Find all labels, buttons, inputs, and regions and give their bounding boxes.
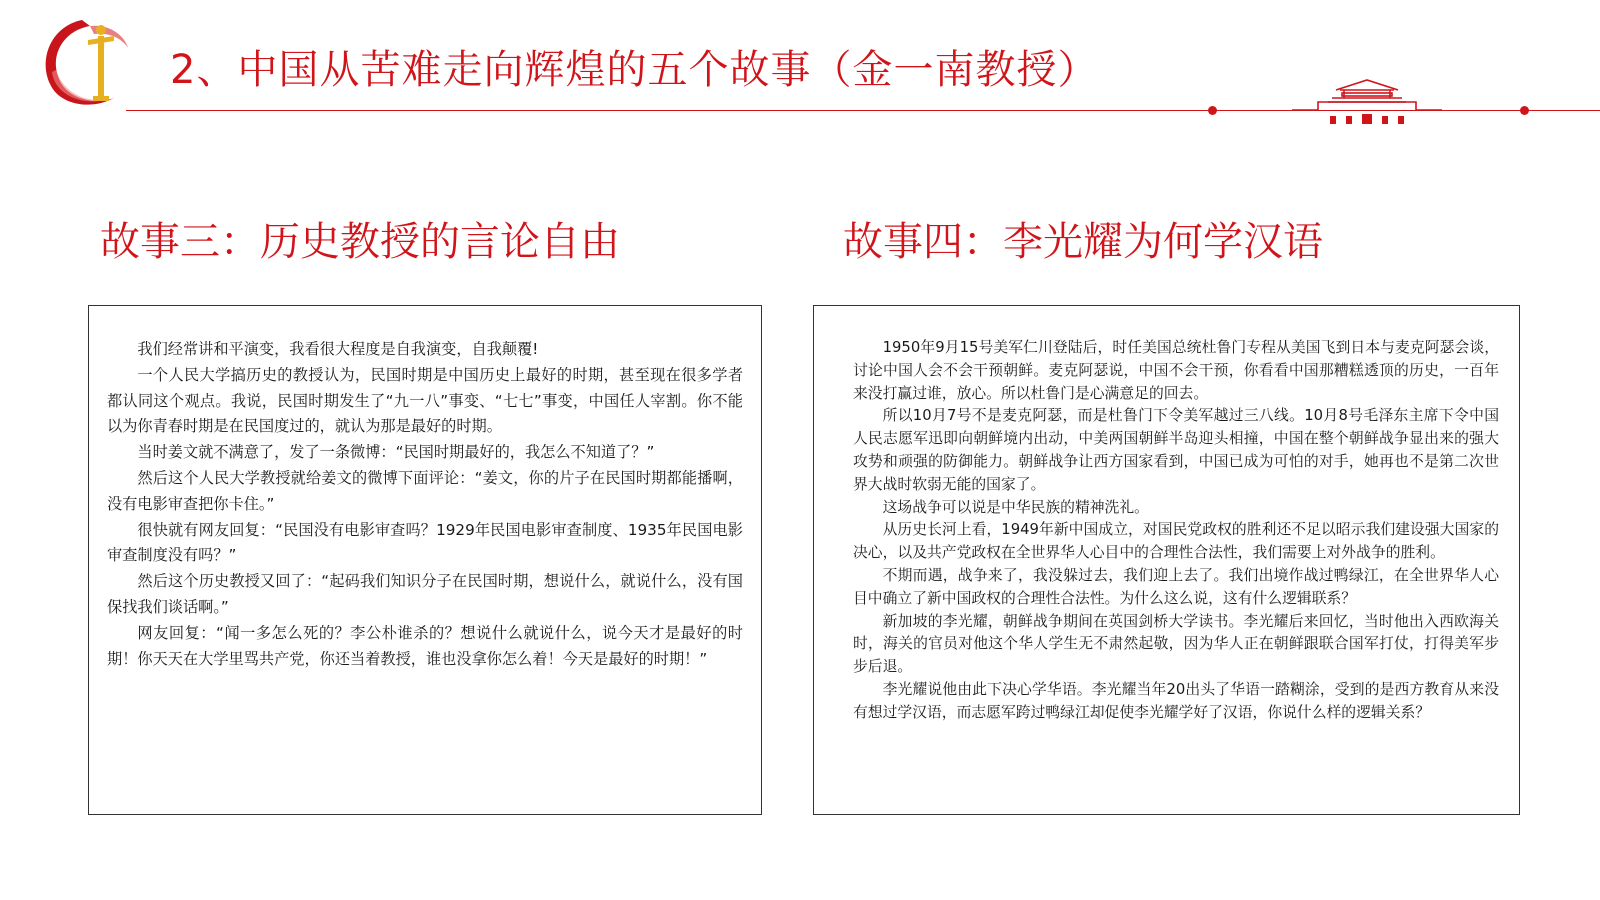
story-four-paragraph: 不期而遇，战争来了，我没躲过去，我们迎上去了。我们出境作战过鸭绿江，在全世界华人心目中确立了新中国政权的合理性合法性。为什么这么说，这有什么逻辑联系？ xyxy=(853,566,1499,607)
story-four-paragraph: 所以10月7号不是麦克阿瑟，而是杜鲁门下令美军越过三八线。10月8号毛泽东主席下令中国人民志愿军迅即向朝鲜境内出动，中美两国朝鲜半岛迎头相撞，中国在整个朝鲜战争显出来的强大攻势和顽强的防御能力。朝鲜战争让西方国家看到，中国已成为可怕的对手，她再也不是第二次世界大战时软弱无能的国家了。 xyxy=(853,407,1499,493)
page-title: 2、中国从苦难走向辉煌的五个故事（金一南教授） xyxy=(170,47,1099,93)
story-four-paragraph: 从历史长河上看，1949年新中国成立，对国民党政权的胜利还不足以昭示我们建设强大国家的决心，以及共产党政权在全世界华人心目中的合理性合法性，我们需要上对外战争的胜利。 xyxy=(853,521,1499,562)
story-three-paragraph: 很快就有网友回复：“民国没有电影审查吗？1929年民国电影审查制度、1935年民国电影审查制度没有吗？” xyxy=(107,520,743,565)
story-three-heading: 故事三：历史教授的言论自由 xyxy=(100,219,620,265)
story-three-paragraph: 一个人民大学搞历史的教授认为，民国时期是中国历史上最好的时期，甚至现在很多学者都认同这个观点。我说，民国时期发生了“九一八”事变、“七七”事变，中国任人宰割。你不能以为你青春时期是在民国度过的，就认为那是最好的时期。 xyxy=(107,365,743,436)
tiananmen-gate-icon xyxy=(1292,76,1442,126)
story-four-paragraph: 这场战争可以说是中华民族的精神洗礼。 xyxy=(882,498,1149,516)
story-three-paragraph: 然后这个历史教授又回了：“起码我们知识分子在民国时期，想说什么，就说什么，没有国保找我们谈话啊。” xyxy=(107,572,743,616)
story-four-paragraph: 新加坡的李光耀，朝鲜战争期间在英国剑桥大学读书。李光耀后来回忆，当时他出入西欧海关时，海关的官员对他这个华人学生无不肃然起敬，因为华人正在朝鲜跟联合国军打仗，打得美军步步后退。 xyxy=(853,612,1499,676)
divider-dot-left xyxy=(1208,106,1217,115)
story-three-paragraph: 网友回复：“闻一多怎么死的？李公朴谁杀的？想说什么就说什么，说今天才是最好的时期！你天天在大学里骂共产党，你还当着教授，谁也没拿你怎么着！今天是最好的时期！” xyxy=(107,623,743,668)
story-three-paragraph: 当时姜文就不满意了，发了一条微博：“民国时期最好的，我怎么不知道了？” xyxy=(137,443,655,462)
story-three-paragraph: 我们经常讲和平演变，我看很大程度是自我演变，自我颠覆! xyxy=(137,340,539,358)
story-four-paragraph: 李光耀说他由此下决心学华语。李光耀当年20出头了华语一踏糊涂，受到的是西方教育从来没有想过学汉语，而志愿军跨过鸭绿江却促使李光耀学好了汉语，你说什么样的逻辑关系？ xyxy=(853,680,1499,721)
story-three-text-box xyxy=(88,305,762,815)
story-four-text-box xyxy=(813,305,1520,815)
brushstroke-huabiao-logo-icon xyxy=(38,14,138,114)
story-four-paragraph: 1950年9月15号美军仁川登陆后，时任美国总统杜鲁门专程从美国飞到日本与麦克阿瑟会谈，讨论中国人会不会干预朝鲜。麦克阿瑟说，中国不会干预，你看看中国那糟糕透顶的历史，一百年来没打赢过谁，放心。所以杜鲁门是心满意足的回去。 xyxy=(853,339,1499,402)
divider-dot-right xyxy=(1520,106,1529,115)
story-three-paragraph: 然后这个人民大学教授就给姜文的微博下面评论：“姜文，你的片子在民国时期都能播啊，没有电影审查把你卡住。” xyxy=(107,468,743,513)
story-four-heading: 故事四：李光耀为何学汉语 xyxy=(843,219,1323,265)
